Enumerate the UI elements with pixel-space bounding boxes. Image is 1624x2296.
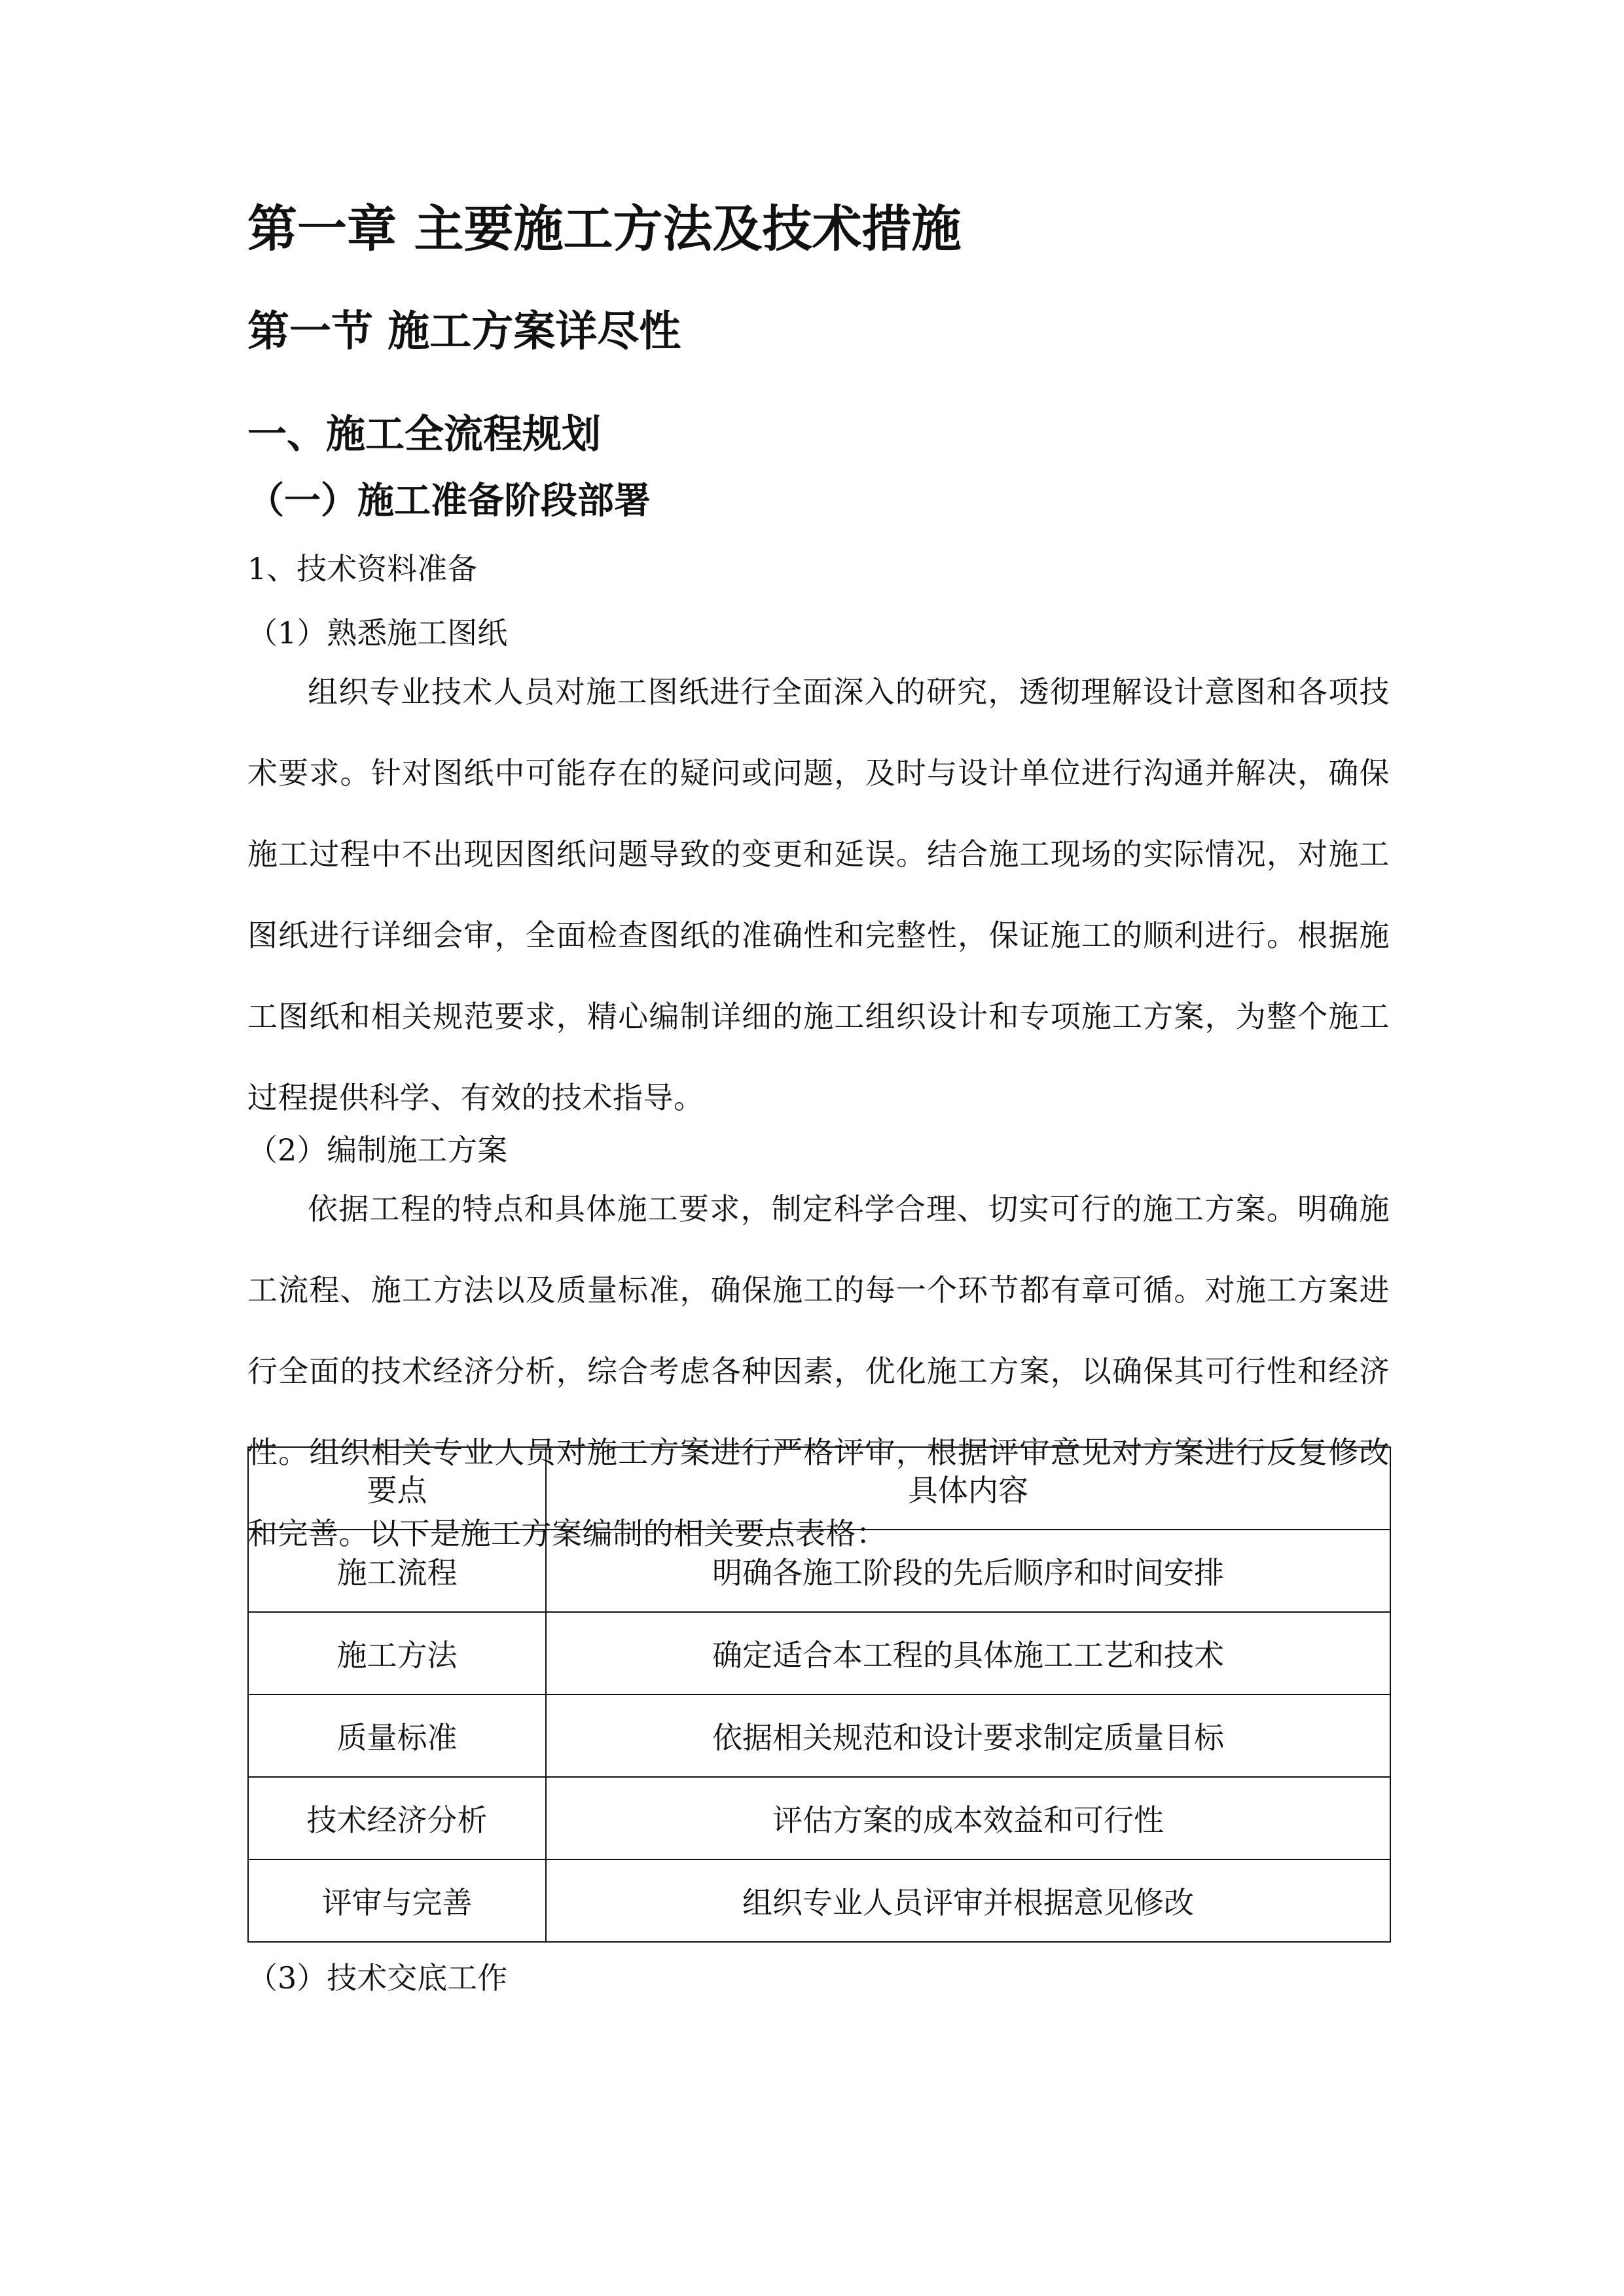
table-header-cell: 具体内容 [546,1447,1390,1530]
table-cell: 评审与完善 [248,1859,546,1942]
sub1-paragraph: 组织专业技术人员对施工图纸进行全面深入的研究，透彻理解设计意图和各项技术要求。针对图纸中可能存在的疑问或问题，及时与设计单位进行沟通并解决，确保施工过程中不出现因图纸问题导致的变更和延误。结合施工现场的实际情况，对施工图纸进行详细会审，全面检查图纸的准确性和完整性，保证施工的顺利进行。根据施工图纸和相关规范要求，精心编制详细的施工组织设计和专项施工方案，为整个施工过程提供科学、有效的技术指导。 [247,674,1390,1115]
chapter-title: 第一章 主要施工方法及技术措施 [247,200,962,258]
table-cell: 评估方案的成本效益和可行性 [546,1777,1390,1859]
item-title: 1、技术资料准备 [247,551,478,586]
table-cell: 组织专业人员评审并根据意见修改 [546,1859,1390,1942]
sub2-paragraph: 依据工程的特点和具体施工要求，制定科学合理、切实可行的施工方案。明确施工流程、施工方法以及质量标准，确保施工的每一个环节都有章可循。对施工方案进行全面的技术经济分析，综合考虑各种因素，优化施工方案，以确保其可行性和经济性。组织相关专业人员对施工方案进行严格评审，根据评审意见对方案进行反复修改和完善。以下是施工方案编制的相关要点表格： [247,1191,1390,1551]
table-cell: 施工流程 [248,1530,546,1612]
table-cell: 施工方法 [248,1612,546,1695]
table-cell: 确定适合本工程的具体施工工艺和技术 [546,1612,1390,1695]
table-cell: 技术经济分析 [248,1777,546,1859]
table-row [248,1859,1390,1942]
table-header-row [248,1447,1390,1530]
table-row [248,1777,1390,1859]
part-title: （一）施工准备阶段部署 [247,479,651,522]
key-points-table [247,1446,1391,1943]
sub1-title: （1）熟悉施工图纸 [247,615,508,651]
table-cell: 明确各施工阶段的先后顺序和时间安排 [546,1530,1390,1612]
table-cell: 依据相关规范和设计要求制定质量目标 [546,1695,1390,1777]
table-row [248,1612,1390,1695]
table-header-cell: 要点 [248,1447,546,1530]
section-title: 第一节 施工方案详尽性 [247,308,681,356]
sub2-title: （2）编制施工方案 [247,1132,508,1168]
table-row [248,1695,1390,1777]
sub3-title: （3）技术交底工作 [247,1960,508,1996]
table-row [248,1530,1390,1612]
subsection-title: 一、施工全流程规划 [247,412,601,457]
table-cell: 质量标准 [248,1695,546,1777]
